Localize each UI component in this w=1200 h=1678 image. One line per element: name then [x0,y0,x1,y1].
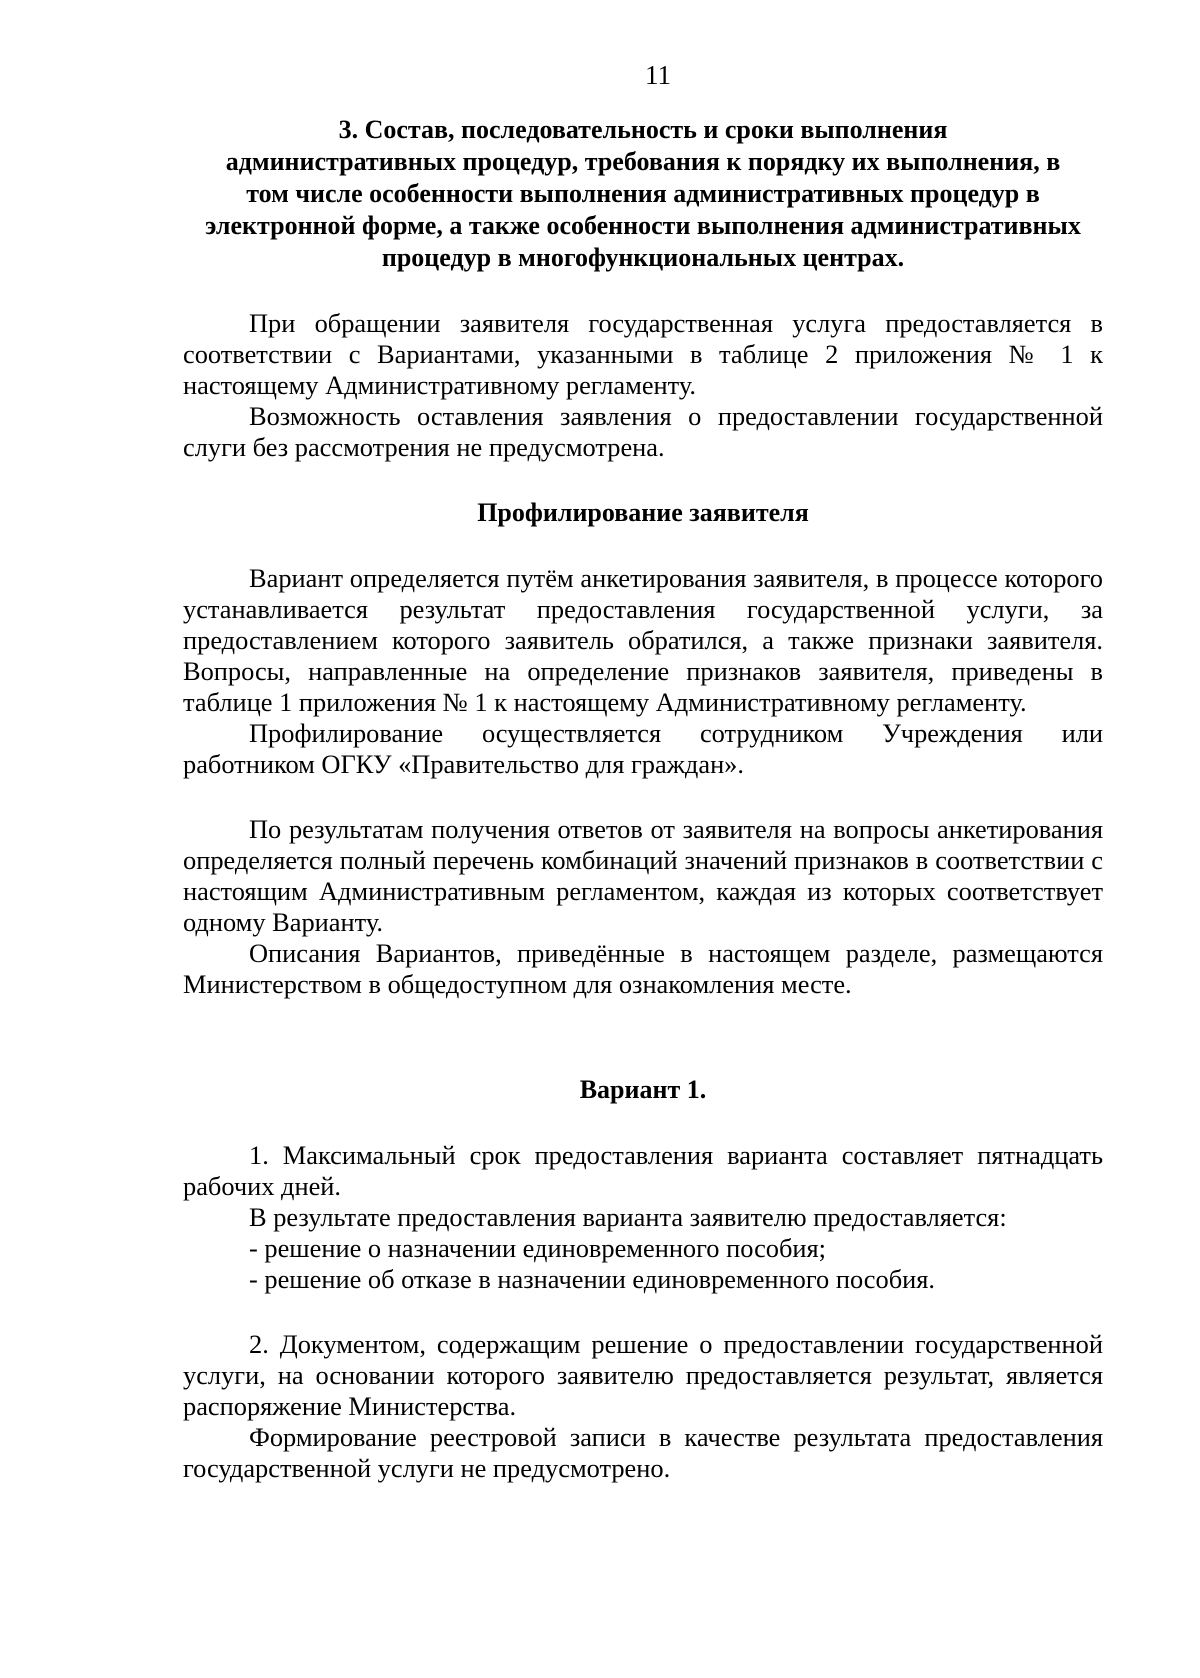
section-title-line: административных процедур, требования к порядку их выполнения, в [225,147,1061,176]
section-title-line: 3. Состав, последовательность и сроки выполнения [338,115,948,144]
section-title-line: процедур в многофункциональных центрах. [381,243,905,272]
document-page [183,58,1103,1484]
variant-paragraph: В результате предоставления варианта заявителю предоставляется: [249,1202,1007,1232]
variant-paragraph: 1. Максимальный срок предоставления варианта составляет пятнадцать рабочих дней. [183,1140,1103,1201]
variant-paragraph: 2. Документом, содержащим решение о предоставлении государственной услуги, на основании которого заявителю предоставляется результат, является распоряжение Министерства. [183,1329,1103,1421]
variant-list-item: - решение об отказе в назначении единовременного пособия. [249,1264,936,1294]
intro-paragraph: Возможность оставления заявления о предоставлении государственной слуги без рассмотрения не предусмотрена. [183,401,1103,462]
profiling-paragraph: Вариант определяется путём анкетирования заявителя, в процессе которого устанавливается результат предоставления государственной услуги, за предоставлением которого заявитель обратился, а также признаки заявителя. Вопросы, направленные на определение признаков заявителя, приведены в таблице 1 приложения № 1 к настоящему Административному регламенту. [183,563,1103,717]
page-number: 11 [645,60,671,90]
section-title-line: том числе особенности выполнения административных процедур в [246,179,1040,208]
profiling-paragraph: Описания Вариантов, приведённые в настоящем разделе, размещаются Министерством в общедоступном для ознакомления месте. [183,938,1103,999]
variant-heading: Вариант 1. [579,1075,707,1104]
profiling-paragraph: По результатам получения ответов от заявителя на вопросы анкетирования определяется полный перечень комбинаций значений признаков в соответствии с настоящим Административным регламентом, каждая из которых соответствует одному Варианту. [183,814,1103,937]
intro-paragraph: При обращении заявителя государственная услуга предоставляется в соответствии с Вариантами, указанными в таблице 2 приложения № 1 к настоящему Административному регламенту. [183,308,1103,400]
variant-paragraph: Формирование реестровой записи в качестве результата предоставления государственной услуги не предусмотрено. [183,1422,1103,1483]
section-title [183,114,1103,274]
profiling-heading: Профилирование заявителя [477,498,809,527]
variant-list-item: - решение о назначении единовременного пособия; [249,1233,826,1263]
profiling-paragraph: Профилирование осуществляется сотрудником Учреждения или работником ОГКУ «Правительство для граждан». [183,718,1103,779]
section-title-line: электронной форме, а также особенности выполнения административных [205,211,1081,240]
